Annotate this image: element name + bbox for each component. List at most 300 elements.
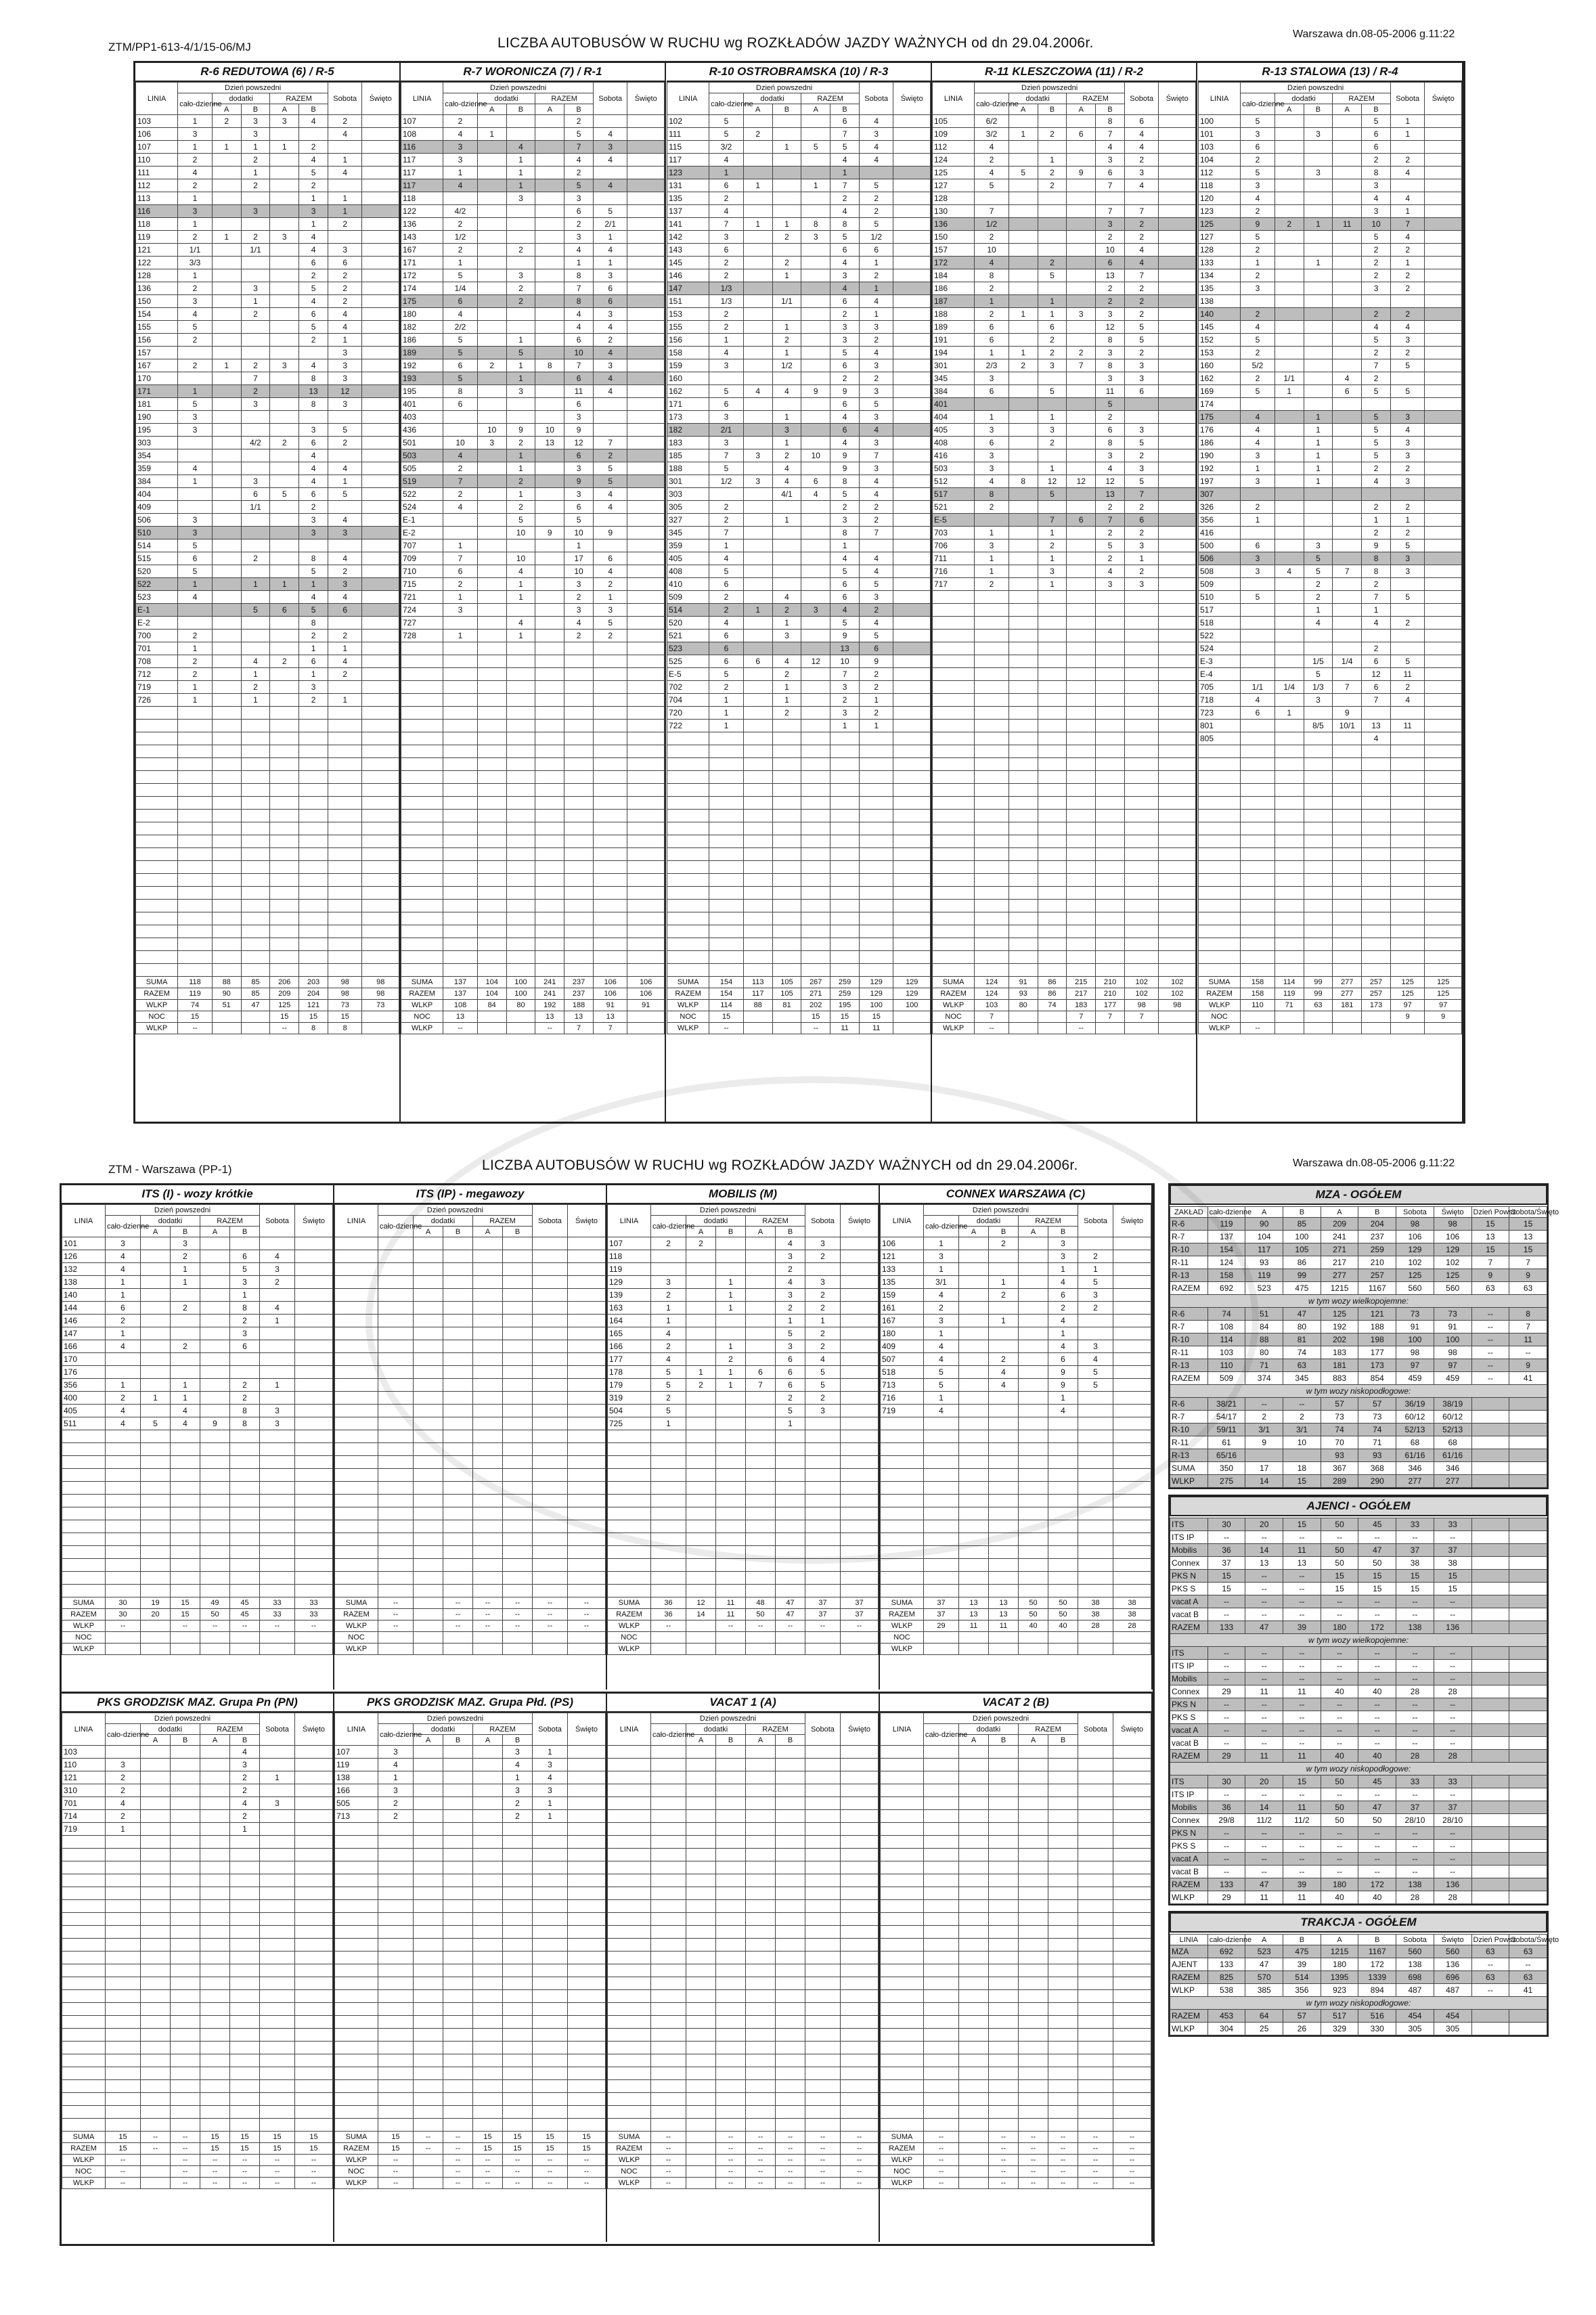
table-cell: 4 (1241, 321, 1275, 334)
table-cell (627, 321, 665, 334)
table-cell: 519 (401, 475, 443, 488)
table-cell: 1 (805, 1315, 841, 1327)
table-cell: 186 (933, 282, 975, 295)
table-cell: 2 (1124, 501, 1159, 514)
table-cell (1096, 192, 1125, 205)
table-cell (328, 758, 362, 771)
table-cell (506, 951, 535, 964)
table-cell (1274, 334, 1304, 347)
table-cell (743, 784, 772, 797)
table-cell (1274, 257, 1304, 269)
table-cell: 4 (772, 385, 801, 398)
table-cell: 167 (136, 359, 178, 372)
table-cell (1333, 604, 1362, 617)
table-cell (1067, 411, 1096, 424)
table-cell (106, 1632, 141, 1644)
table-cell (473, 1585, 503, 1597)
table-row (62, 2093, 333, 2106)
table-cell (743, 951, 772, 964)
table-cell (106, 1533, 141, 1546)
table-cell (533, 1632, 568, 1644)
table-row (62, 1379, 333, 1392)
table-cell (1390, 398, 1425, 411)
table-cell: 130 (933, 205, 975, 218)
table-cell (299, 720, 328, 732)
table-cell (260, 1861, 295, 1874)
block-title: PKS GRODZISK MAZ. Grupa Pn (PN) (62, 1694, 333, 1713)
table-cell: 174 (1199, 398, 1241, 411)
table-cell: 5 (1362, 385, 1391, 398)
table-cell (743, 630, 772, 642)
table-cell: 150 (136, 295, 178, 308)
table-cell (335, 1520, 378, 1533)
summary-row (136, 1000, 399, 1011)
table-cell (1304, 308, 1333, 321)
table-row (62, 1874, 333, 1887)
table-cell: 156 (667, 334, 709, 347)
table-cell: 6/2 (975, 115, 1009, 128)
table-cell (535, 835, 564, 848)
table-cell (299, 861, 328, 874)
table-cell (62, 1874, 106, 1887)
table-row (667, 244, 931, 257)
table-cell: 6 (328, 604, 362, 617)
table-cell (362, 411, 399, 424)
table-cell (506, 758, 535, 771)
block-title: CONNEX WARSZAWA (C) (880, 1185, 1151, 1204)
table-cell: 4 (1390, 321, 1425, 334)
table-cell (230, 2119, 260, 2132)
table-cell (362, 900, 399, 912)
table-cell (1304, 797, 1333, 810)
table-cell (1008, 578, 1038, 591)
table-cell: 2 (772, 449, 801, 462)
table-cell (627, 462, 665, 475)
table-row (1199, 424, 1462, 437)
table-cell: -- (533, 1620, 568, 1632)
table-cell: 1 (106, 1379, 141, 1392)
table-cell (1067, 141, 1096, 154)
table-cell: 159 (667, 359, 709, 372)
table-cell (627, 359, 665, 372)
table-row (667, 179, 931, 192)
table-cell (295, 2016, 333, 2029)
table-cell (295, 1644, 333, 1655)
table-cell (1067, 694, 1096, 707)
table-cell (627, 797, 665, 810)
table-row (667, 810, 931, 822)
table-cell: Sobota (1124, 83, 1159, 115)
table-cell: 401 (933, 398, 975, 411)
table-cell: 3/2 (709, 141, 744, 154)
table-cell (593, 784, 627, 797)
table-row (136, 514, 399, 527)
table-row (136, 244, 399, 257)
table-cell: -- (443, 1609, 473, 1620)
table-cell (212, 630, 241, 642)
table-cell: 191 (933, 334, 975, 347)
table-row (62, 2119, 333, 2132)
table-row (136, 488, 399, 501)
table-cell: 4 (1241, 694, 1275, 707)
table-row (667, 501, 931, 514)
table-cell (1425, 951, 1462, 964)
table-cell (401, 925, 443, 938)
table-cell: 4 (1241, 437, 1275, 449)
table-cell: 2 (593, 630, 627, 642)
table-cell (1425, 295, 1462, 308)
table-cell (299, 964, 328, 977)
table-cell: 6 (975, 321, 1009, 334)
table-row (62, 1417, 333, 1430)
table-cell: 4 (1241, 192, 1275, 205)
table-cell: 29 (924, 1620, 959, 1632)
table-cell: 3 (805, 1237, 841, 1250)
table-cell (1274, 475, 1304, 488)
table-cell (1199, 784, 1241, 797)
table-cell: E-2 (401, 527, 443, 539)
table-cell (299, 848, 328, 861)
table-row (667, 771, 931, 784)
table-cell: 3 (328, 398, 362, 411)
table-cell (1274, 617, 1304, 630)
table-cell: 5 (299, 282, 328, 295)
table-cell (975, 951, 1009, 964)
table-cell: Sobota (533, 1205, 568, 1237)
table-cell (772, 900, 801, 912)
table-row (1199, 128, 1462, 141)
table-cell (1425, 179, 1462, 192)
table-cell: 4 (830, 411, 860, 424)
table-cell (1113, 1559, 1151, 1572)
table-cell: 118 (178, 977, 213, 988)
table-cell (295, 1469, 333, 1482)
table-cell: 116 (401, 141, 443, 154)
table-cell (295, 1913, 333, 1926)
table-cell (535, 964, 564, 977)
table-cell: 98 (1124, 1000, 1159, 1011)
table-cell (328, 745, 362, 758)
table-row (933, 668, 1196, 681)
table-cell: 3 (378, 1784, 414, 1797)
table-cell: 5 (1078, 1276, 1113, 1289)
table-cell (171, 2054, 200, 2067)
table-cell: 4 (859, 552, 893, 565)
table-cell: SUMA (881, 1597, 924, 1609)
table-cell (1159, 244, 1196, 257)
table-cell (178, 797, 213, 810)
table-cell: 7 (443, 475, 478, 488)
table-cell (975, 732, 1009, 745)
table-cell (362, 501, 399, 514)
table-row (401, 848, 665, 861)
route-block (135, 63, 401, 1122)
table-cell: 5 (651, 1366, 686, 1379)
table-cell: 3 (830, 514, 860, 527)
table-cell: 3 (1241, 449, 1275, 462)
table-cell (1362, 938, 1391, 951)
table-cell (859, 784, 893, 797)
table-cell: 2 (1124, 527, 1159, 539)
table-cell (171, 1771, 200, 1784)
table-cell: 119 (136, 231, 178, 244)
table-cell: 12 (328, 385, 362, 398)
table-cell: 724 (401, 604, 443, 617)
table-cell: 1 (772, 411, 801, 424)
table-cell (230, 1237, 260, 1250)
table-cell: 1/2 (772, 359, 801, 372)
table-cell: 4 (299, 462, 328, 475)
table-cell (1159, 707, 1196, 720)
table-cell: 319 (608, 1392, 651, 1405)
table-cell: 7 (746, 1379, 776, 1392)
table-cell: 2 (299, 334, 328, 347)
table-cell (200, 2042, 230, 2054)
table-cell (627, 347, 665, 359)
table-row (401, 257, 665, 269)
table-cell (564, 951, 594, 964)
table-cell: 6 (1362, 655, 1391, 668)
table-cell: WLKP (62, 1620, 106, 1632)
table-cell: 10 (506, 527, 535, 539)
table-cell (171, 2016, 200, 2029)
table-cell (230, 1456, 260, 1469)
table-cell (1304, 1011, 1333, 1023)
table-cell (593, 771, 627, 784)
table-cell: 8 (299, 372, 328, 385)
table-cell (270, 269, 299, 282)
table-cell (627, 617, 665, 630)
table-row (667, 372, 931, 385)
table-cell: 3 (241, 115, 270, 128)
table-cell: 4 (859, 347, 893, 359)
table-cell (362, 372, 399, 385)
table-cell (667, 964, 709, 977)
table-cell (328, 797, 362, 810)
table-cell: 2 (1362, 308, 1391, 321)
table-cell (686, 1620, 716, 1632)
table-cell: 5 (1038, 385, 1067, 398)
table-cell (473, 1520, 503, 1533)
table-cell (1425, 810, 1462, 822)
table-cell: 117 (667, 154, 709, 167)
table-cell: 133 (881, 1263, 924, 1276)
table-cell (328, 912, 362, 925)
table-cell (295, 1340, 333, 1353)
table-cell (270, 848, 299, 861)
table-cell (743, 205, 772, 218)
table-cell (1199, 822, 1241, 835)
table-cell: 5 (830, 347, 860, 359)
table-row (62, 1771, 333, 1784)
table-cell (335, 1559, 378, 1572)
route-block (1198, 63, 1463, 1122)
table-cell: 1 (270, 141, 299, 154)
table-cell (477, 887, 506, 900)
table-cell (141, 1237, 171, 1250)
table-cell (933, 668, 975, 681)
table-cell: 165 (608, 1327, 651, 1340)
table-cell (535, 257, 564, 269)
table-cell: -- (200, 2166, 230, 2178)
table-cell (1304, 115, 1333, 128)
table-cell (1048, 1559, 1078, 1572)
table-cell (975, 694, 1009, 707)
table-cell (801, 822, 830, 835)
table-cell (241, 321, 270, 334)
table-cell: 4 (1096, 462, 1125, 475)
table-cell: WLKP (401, 1023, 443, 1034)
table-cell: 5 (805, 1379, 841, 1392)
table-cell (362, 810, 399, 822)
table-cell (746, 1632, 776, 1644)
table-cell (893, 617, 931, 630)
table-cell (627, 269, 665, 282)
table-cell (1067, 231, 1096, 244)
table-cell: 9 (1067, 167, 1096, 179)
table-cell: 4/1 (772, 488, 801, 501)
table-cell: 3 (178, 527, 213, 539)
table-cell (627, 822, 665, 835)
table-cell (362, 797, 399, 810)
table-cell (141, 1379, 171, 1392)
table-cell (299, 539, 328, 552)
table-cell (1241, 951, 1275, 964)
table-cell: 7 (830, 668, 860, 681)
table-cell (1159, 179, 1196, 192)
table-row (62, 1533, 333, 1546)
table-row (667, 591, 931, 604)
summary-row (401, 988, 665, 1000)
table-cell (401, 758, 443, 771)
table-cell: 13 (989, 1597, 1019, 1609)
table-cell: 127 (1199, 231, 1241, 244)
table-cell (299, 347, 328, 359)
table-cell (627, 591, 665, 604)
table-cell: 2 (975, 154, 1009, 167)
table-cell (743, 539, 772, 552)
table-cell (230, 1495, 260, 1507)
table-cell: 4 (593, 501, 627, 514)
table-cell (401, 745, 443, 758)
table-cell (443, 681, 478, 694)
table-cell: 118 (401, 192, 443, 205)
table-cell (608, 1585, 651, 1597)
table-cell: 7 (1333, 681, 1362, 694)
table-cell (1067, 449, 1096, 462)
table-cell (1362, 835, 1391, 848)
table-cell: 2 (1304, 578, 1333, 591)
table-cell (893, 244, 931, 257)
table-cell (859, 925, 893, 938)
table-cell: 3 (1096, 218, 1125, 231)
table-cell: cało-dzienne (106, 1724, 141, 1746)
table-cell (136, 874, 178, 887)
table-cell (893, 449, 931, 462)
table-cell (743, 462, 772, 475)
table-cell: 5 (709, 128, 744, 141)
table-cell: 1/2 (709, 475, 744, 488)
table-cell: cało-dzienne (1241, 93, 1275, 115)
table-cell (1038, 591, 1067, 604)
table-cell (535, 231, 564, 244)
table-cell (667, 861, 709, 874)
table-cell: 3 (1124, 539, 1159, 552)
table-cell: 135 (667, 192, 709, 205)
table-row (136, 501, 399, 514)
table-cell: 2/2 (443, 321, 478, 334)
table-cell (564, 720, 594, 732)
table-cell (933, 720, 975, 732)
table-cell (1425, 115, 1462, 128)
table-cell (335, 1405, 378, 1417)
table-cell (1067, 372, 1096, 385)
route-block (334, 1694, 607, 2242)
table-cell (1274, 205, 1304, 218)
table-cell (1333, 347, 1362, 359)
table-cell: 1 (241, 295, 270, 308)
table-cell: 3 (564, 604, 594, 617)
table-cell (401, 771, 443, 784)
table-cell: 4 (830, 437, 860, 449)
table-cell: 1 (443, 591, 478, 604)
table-cell: 3 (1390, 449, 1425, 462)
table-cell: 1 (772, 514, 801, 527)
table-cell (893, 887, 931, 900)
table-cell (1274, 295, 1304, 308)
table-cell: 119 (178, 988, 213, 1000)
table-cell (200, 1952, 230, 1964)
top-sheet (0, 0, 1596, 1137)
table-cell (743, 192, 772, 205)
table-cell (1008, 282, 1038, 295)
table-cell: 1 (975, 527, 1009, 539)
table-cell (1362, 784, 1391, 797)
table-cell (106, 2029, 141, 2042)
table-cell (1038, 745, 1067, 758)
table-cell (1008, 732, 1038, 745)
table-cell: 4 (975, 257, 1009, 269)
table-cell (1425, 167, 1462, 179)
table-cell: 97 (1390, 1000, 1425, 1011)
table-cell: 2 (299, 694, 328, 707)
table-cell (270, 964, 299, 977)
table-cell (1159, 732, 1196, 745)
table-cell: 2 (651, 1237, 686, 1250)
table-cell: 6 (593, 295, 627, 308)
table-cell (593, 951, 627, 964)
table-cell (535, 179, 564, 192)
table-cell (1390, 835, 1425, 848)
table-cell (1067, 218, 1096, 231)
table-cell: 524 (1199, 642, 1241, 655)
table-cell (893, 385, 931, 398)
table-cell: 271 (801, 988, 830, 1000)
table-cell (401, 912, 443, 925)
summary-row (401, 1023, 665, 1034)
table-cell (1274, 938, 1304, 951)
table-cell (1008, 424, 1038, 437)
table-cell (200, 1836, 230, 1849)
table-row (881, 1572, 1151, 1585)
table-cell (535, 630, 564, 642)
table-row (136, 900, 399, 912)
table-cell: 303 (136, 437, 178, 449)
table-cell (975, 964, 1009, 977)
table-cell (1333, 668, 1362, 681)
table-cell: 405 (933, 424, 975, 437)
table-cell (270, 810, 299, 822)
